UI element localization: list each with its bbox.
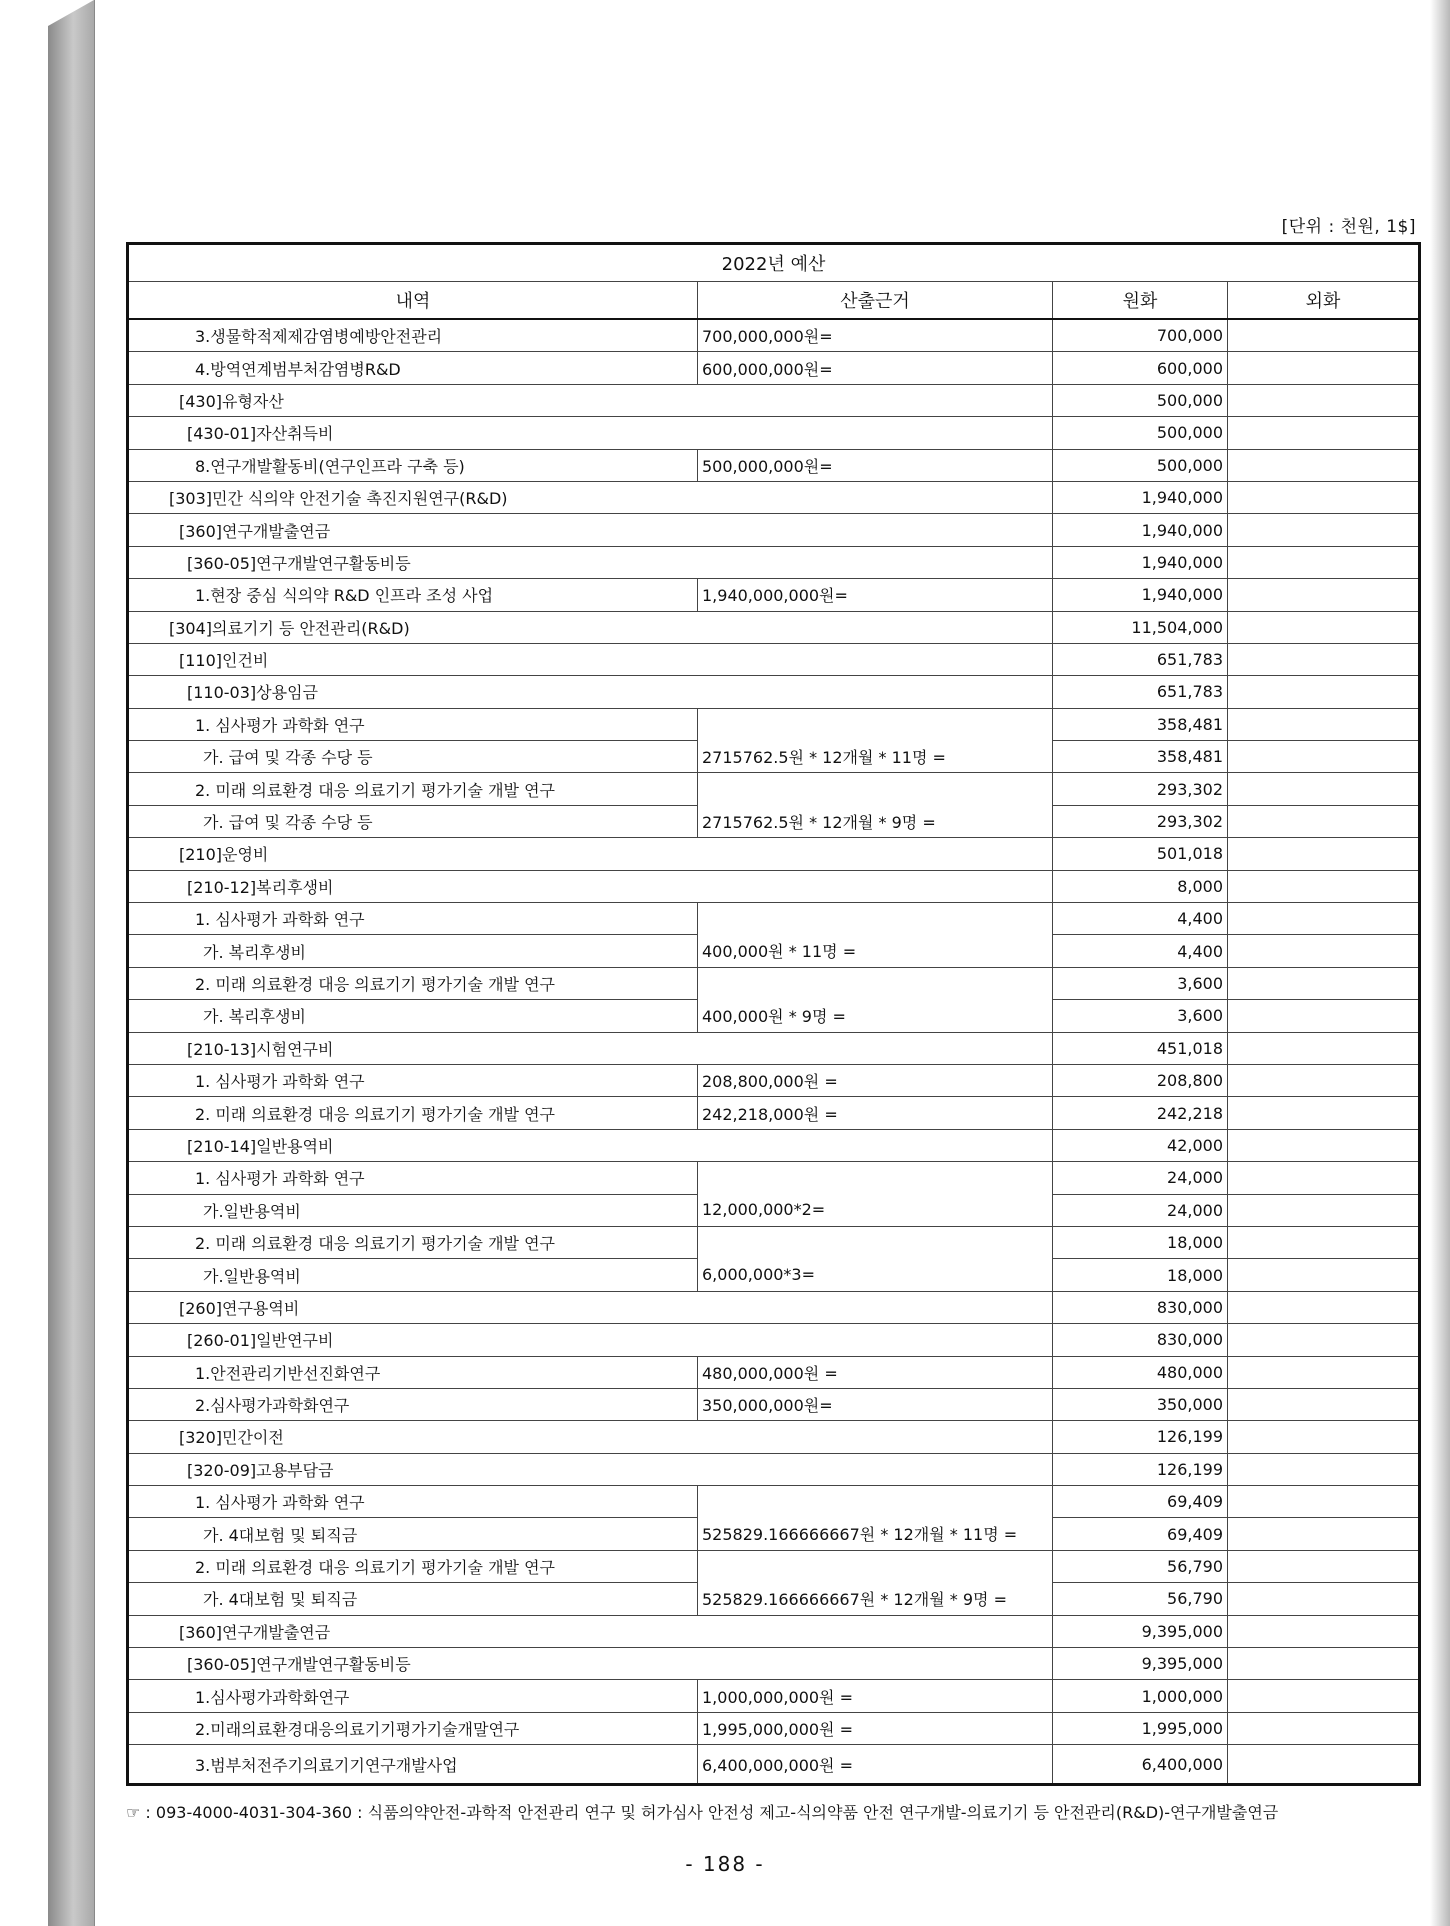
row-item: 가.일반용역비 [128,1259,698,1291]
table-row [128,838,1420,870]
table-row [128,1680,1420,1712]
row-foreign [1228,1518,1420,1550]
row-krw: 293,302 [1053,805,1228,837]
row-foreign [1228,1032,1420,1064]
table-row [128,1162,1420,1194]
row-foreign [1228,1194,1420,1226]
row-item: [260-01]일반연구비 [128,1324,1053,1356]
unit-label: [단위 : 천원, 1$] [1281,217,1416,237]
row-basis: 500,000,000원= [698,449,1053,481]
row-krw: 18,000 [1053,1226,1228,1258]
row-basis: 600,000,000원= [698,352,1053,384]
table-row [128,1226,1420,1258]
row-krw: 293,302 [1053,773,1228,805]
table-row [128,1518,1420,1550]
table-row [128,1032,1420,1064]
table-row [128,319,1420,352]
row-item: [210-14]일반용역비 [128,1129,1053,1161]
row-foreign [1228,1583,1420,1615]
row-item: 3.범부처전주기의료기기연구개발사업 [128,1745,698,1785]
book-spine [48,0,95,1926]
row-krw: 8,000 [1053,870,1228,902]
row-foreign [1228,417,1420,449]
row-foreign [1228,1421,1420,1453]
table-row [128,1421,1420,1453]
row-foreign [1228,1000,1420,1032]
header-basis: 산출근거 [698,282,1053,320]
row-basis [698,1486,1053,1518]
row-item: 2. 미래 의료환경 대응 의료기기 평가기술 개발 연구 [128,773,698,805]
row-item: 가. 급여 및 각종 수당 등 [128,805,698,837]
row-foreign [1228,611,1420,643]
row-basis [698,708,1053,740]
row-basis: 6,000,000*3= [698,1259,1053,1291]
row-basis: 700,000,000원= [698,319,1053,352]
row-item: [303]민간 식의약 안전기술 촉진지원연구(R&D) [128,481,1053,513]
header-item: 내역 [128,282,698,320]
row-item: 2. 미래 의료환경 대응 의료기기 평가기술 개발 연구 [128,1097,698,1129]
row-krw: 6,400,000 [1053,1745,1228,1785]
table-row [128,1453,1420,1485]
row-item: 1.심사평가과학화연구 [128,1680,698,1712]
table-row [128,1097,1420,1129]
row-krw: 830,000 [1053,1324,1228,1356]
row-basis [698,1162,1053,1194]
table-row [128,1388,1420,1420]
row-foreign [1228,1064,1420,1096]
row-krw: 600,000 [1053,352,1228,384]
row-item: 4.방역연계범부처감염병R&D [128,352,698,384]
row-foreign [1228,1356,1420,1388]
row-krw: 1,940,000 [1053,546,1228,578]
row-krw: 350,000 [1053,1388,1228,1420]
row-basis [698,773,1053,805]
row-foreign [1228,643,1420,675]
row-foreign [1228,773,1420,805]
row-krw: 501,018 [1053,838,1228,870]
row-basis: 12,000,000*2= [698,1194,1053,1226]
budget-table [126,242,1421,1786]
row-krw: 1,940,000 [1053,579,1228,611]
table-row [128,1291,1420,1323]
row-krw: 24,000 [1053,1194,1228,1226]
table-row [128,1000,1420,1032]
row-foreign [1228,1226,1420,1258]
row-krw: 56,790 [1053,1583,1228,1615]
row-item: 1. 심사평가 과학화 연구 [128,1064,698,1096]
row-item: 1. 심사평가 과학화 연구 [128,1486,698,1518]
page-number: - 188 - [685,1852,765,1876]
table-row [128,546,1420,578]
row-krw: 4,400 [1053,903,1228,935]
table-row [128,1194,1420,1226]
row-basis [698,903,1053,935]
row-krw: 451,018 [1053,1032,1228,1064]
row-item: [260]연구용역비 [128,1291,1053,1323]
table-row [128,611,1420,643]
row-item: [320]민간이전 [128,1421,1053,1453]
row-krw: 9,395,000 [1053,1648,1228,1680]
row-krw: 1,940,000 [1053,481,1228,513]
table-row [128,1324,1420,1356]
table-row [128,741,1420,773]
row-item: [430]유형자산 [128,384,1053,416]
row-item: 가. 4대보험 및 퇴직금 [128,1518,698,1550]
row-item: 3.생물학적제제감염병예방안전관리 [128,319,698,352]
row-krw: 500,000 [1053,384,1228,416]
table-row [128,1356,1420,1388]
row-basis: 208,800,000원 = [698,1064,1053,1096]
row-krw: 651,783 [1053,643,1228,675]
row-krw: 18,000 [1053,1259,1228,1291]
row-krw: 500,000 [1053,449,1228,481]
row-item: [210-13]시험연구비 [128,1032,1053,1064]
row-foreign [1228,805,1420,837]
row-foreign [1228,1324,1420,1356]
row-foreign [1228,579,1420,611]
row-item: 2. 미래 의료환경 대응 의료기기 평가기술 개발 연구 [128,1550,698,1582]
row-krw: 1,000,000 [1053,1680,1228,1712]
row-basis: 480,000,000원 = [698,1356,1053,1388]
row-foreign [1228,1615,1420,1647]
row-foreign [1228,514,1420,546]
row-foreign [1228,1453,1420,1485]
row-basis: 400,000원 * 9명 = [698,1000,1053,1032]
row-foreign [1228,1486,1420,1518]
row-item: [210-12]복리후생비 [128,870,1053,902]
row-basis: 2715762.5원 * 12개월 * 11명 = [698,741,1053,773]
row-item: [430-01]자산취득비 [128,417,1053,449]
row-krw: 3,600 [1053,1000,1228,1032]
row-foreign [1228,967,1420,999]
row-foreign [1228,546,1420,578]
row-krw: 126,199 [1053,1421,1228,1453]
row-item: 1.안전관리기반선진화연구 [128,1356,698,1388]
row-foreign [1228,1648,1420,1680]
row-item: [110-03]상용임금 [128,676,1053,708]
table-row [128,643,1420,675]
table-row [128,1583,1420,1615]
row-item: 2. 미래 의료환경 대응 의료기기 평가기술 개발 연구 [128,967,698,999]
row-basis: 1,995,000,000원 = [698,1712,1053,1744]
table-row [128,805,1420,837]
table-row [128,384,1420,416]
row-foreign [1228,1129,1420,1161]
table-row [128,1129,1420,1161]
row-krw: 700,000 [1053,319,1228,352]
row-krw: 42,000 [1053,1129,1228,1161]
table-row [128,1259,1420,1291]
spine-corner [48,0,94,26]
row-basis [698,1226,1053,1258]
table-row [128,967,1420,999]
row-krw: 11,504,000 [1053,611,1228,643]
row-foreign [1228,1680,1420,1712]
header-krw: 원화 [1053,282,1228,320]
row-item: [360]연구개발출연금 [128,514,1053,546]
table-row [128,935,1420,967]
row-item: 1. 심사평가 과학화 연구 [128,1162,698,1194]
row-item: 2.미래의료환경대응의료기기평가기술개말연구 [128,1712,698,1744]
row-item: [304]의료기기 등 안전관리(R&D) [128,611,1053,643]
table-row [128,449,1420,481]
row-krw: 208,800 [1053,1064,1228,1096]
row-item: 8.연구개발활동비(연구인프라 구축 등) [128,449,698,481]
row-foreign [1228,1712,1420,1744]
row-krw: 3,600 [1053,967,1228,999]
row-foreign [1228,1550,1420,1582]
row-foreign [1228,741,1420,773]
row-basis: 400,000원 * 11명 = [698,935,1053,967]
row-krw: 69,409 [1053,1486,1228,1518]
row-krw: 830,000 [1053,1291,1228,1323]
row-item: [360-05]연구개발연구활동비등 [128,1648,1053,1680]
row-item: [360]연구개발출연금 [128,1615,1053,1647]
row-item: 가. 복리후생비 [128,935,698,967]
table-row [128,417,1420,449]
table-row [128,773,1420,805]
table-row [128,870,1420,902]
table-row [128,579,1420,611]
page-edge-shadow [1430,0,1450,1926]
row-krw: 242,218 [1053,1097,1228,1129]
row-basis: 2715762.5원 * 12개월 * 9명 = [698,805,1053,837]
row-foreign [1228,935,1420,967]
row-basis: 6,400,000,000원 = [698,1745,1053,1785]
row-krw: 4,400 [1053,935,1228,967]
row-item: 가. 복리후생비 [128,1000,698,1032]
table-row [128,1712,1420,1744]
row-krw: 1,995,000 [1053,1712,1228,1744]
row-foreign [1228,352,1420,384]
row-foreign [1228,1259,1420,1291]
table-row [128,1550,1420,1582]
row-item: 가. 4대보험 및 퇴직금 [128,1583,698,1615]
row-foreign [1228,481,1420,513]
row-krw: 651,783 [1053,676,1228,708]
budget-rows [128,319,1420,1785]
table-row [128,352,1420,384]
row-foreign [1228,1097,1420,1129]
row-item: [210]운영비 [128,838,1053,870]
row-item: 2. 미래 의료환경 대응 의료기기 평가기술 개발 연구 [128,1226,698,1258]
row-item: [320-09]고용부담금 [128,1453,1053,1485]
row-foreign [1228,903,1420,935]
footnote: ☞ : 093-4000-4031-304-360 : 식품의약안전-과학적 안전관리 연구 및 허가심사 안전성 제고-식의약품 안전 연구개발-의료기기 등 안전관리(R&D)-연구개발출연금 [126,1803,1279,1822]
row-basis: 525829.166666667원 * 12개월 * 9명 = [698,1583,1053,1615]
row-krw: 480,000 [1053,1356,1228,1388]
row-krw: 24,000 [1053,1162,1228,1194]
table-row [128,1648,1420,1680]
row-basis: 1,940,000,000원= [698,579,1053,611]
row-krw: 56,790 [1053,1550,1228,1582]
row-item: 1. 심사평가 과학화 연구 [128,903,698,935]
row-item: 가. 급여 및 각종 수당 등 [128,741,698,773]
table-title: 2022년 예산 [128,244,1420,282]
row-foreign [1228,384,1420,416]
row-krw: 358,481 [1053,708,1228,740]
table-row [128,514,1420,546]
table-row [128,1615,1420,1647]
row-item: 1. 심사평가 과학화 연구 [128,708,698,740]
row-krw: 69,409 [1053,1518,1228,1550]
row-basis [698,967,1053,999]
table-row [128,1745,1420,1785]
row-foreign [1228,319,1420,352]
row-item: [360-05]연구개발연구활동비등 [128,546,1053,578]
table-row [128,708,1420,740]
table-row [128,481,1420,513]
row-foreign [1228,676,1420,708]
row-item: 2.심사평가과학화연구 [128,1388,698,1420]
row-item: 가.일반용역비 [128,1194,698,1226]
row-krw: 358,481 [1053,741,1228,773]
row-basis: 350,000,000원= [698,1388,1053,1420]
row-foreign [1228,449,1420,481]
row-basis: 525829.166666667원 * 12개월 * 11명 = [698,1518,1053,1550]
row-krw: 126,199 [1053,1453,1228,1485]
row-foreign [1228,1388,1420,1420]
header-foreign: 외화 [1228,282,1420,320]
row-item: 1.현장 중심 식의약 R&D 인프라 조성 사업 [128,579,698,611]
table-row [128,1486,1420,1518]
row-foreign [1228,1745,1420,1785]
row-foreign [1228,708,1420,740]
row-krw: 9,395,000 [1053,1615,1228,1647]
row-foreign [1228,1162,1420,1194]
table-row [128,1064,1420,1096]
row-basis: 1,000,000,000원 = [698,1680,1053,1712]
row-foreign [1228,870,1420,902]
row-item: [110]인건비 [128,643,1053,675]
row-krw: 1,940,000 [1053,514,1228,546]
row-foreign [1228,838,1420,870]
table-row [128,903,1420,935]
table-row [128,676,1420,708]
row-basis [698,1550,1053,1582]
row-basis: 242,218,000원 = [698,1097,1053,1129]
row-foreign [1228,1291,1420,1323]
row-krw: 500,000 [1053,417,1228,449]
